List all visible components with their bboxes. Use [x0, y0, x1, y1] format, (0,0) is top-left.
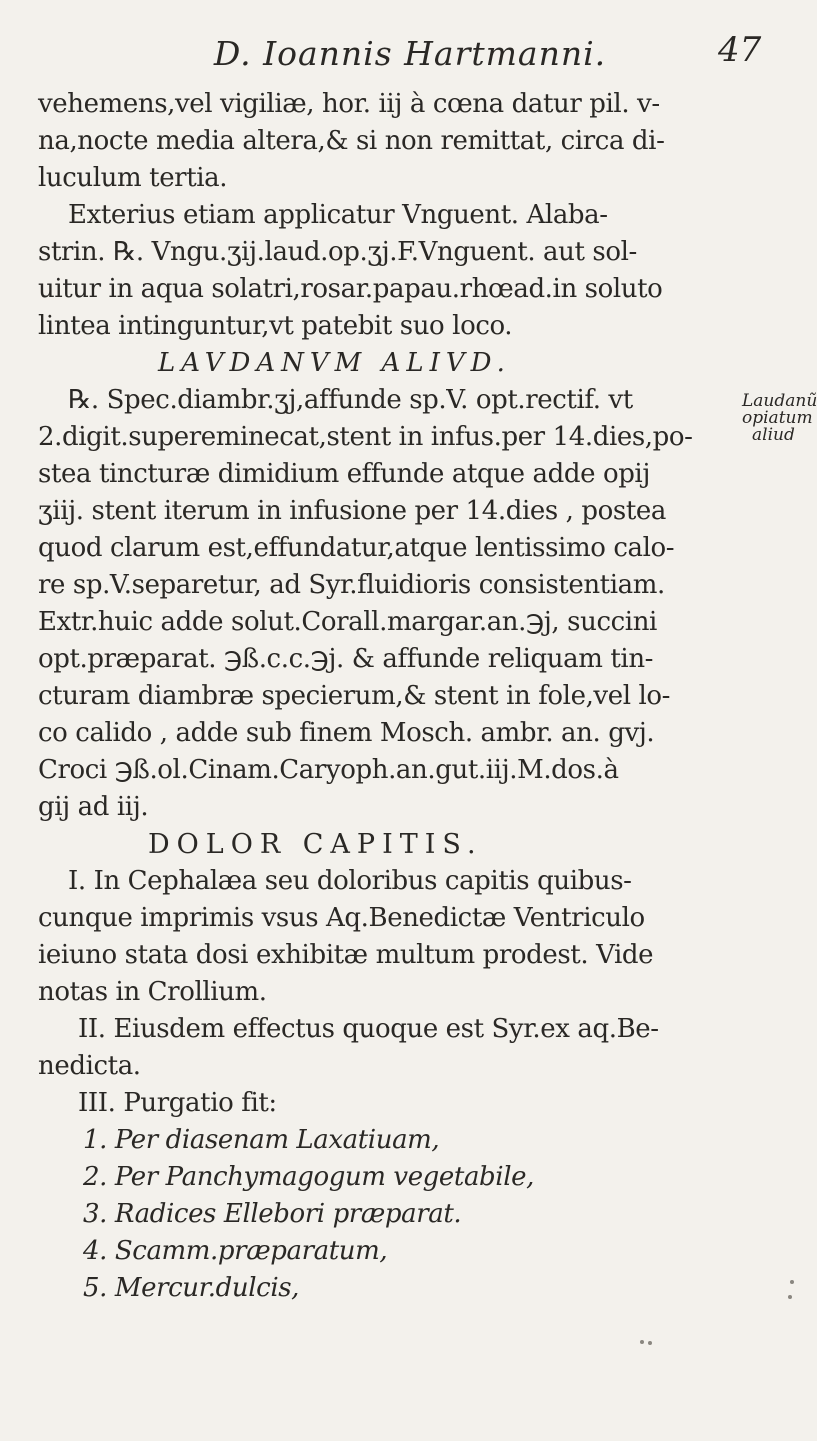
text-line: strin. ℞. Vngu.ʒij.laud.op.ʒj.F.Vnguent. aut sol- — [38, 237, 637, 267]
text-line: 2.digit.supereminecat,stent in infus.per 14.dies,po- — [38, 422, 693, 452]
speck — [640, 1340, 644, 1344]
marginal-note-2: opiatum — [742, 408, 813, 428]
marginal-note-3: aliud — [752, 425, 795, 445]
page-header — [0, 28, 800, 78]
text-line: ieiuno stata dosi exhibitæ multum prodest. Vide — [38, 940, 654, 970]
text-line: Extr.huic adde solut.Corall.margar.an.℈j, succini — [38, 607, 657, 637]
text-line: lintea intinguntur,vt patebit suo loco. — [38, 311, 513, 341]
speck — [790, 1280, 794, 1284]
text-line: stea tincturæ dimidium effunde atque adde opij — [38, 459, 651, 489]
marginal-note-1: Laudanũ — [742, 391, 817, 411]
list-item: 3. Radices Ellebori præparat. — [83, 1199, 462, 1229]
list-item: 5. Mercur.dulcis, — [83, 1273, 300, 1303]
list-item: 2. Per Panchymagogum vegetabile, — [83, 1162, 534, 1192]
body-text — [38, 86, 738, 1307]
text-line: co calido , adde sub finem Mosch. ambr. an. gvj. — [38, 718, 655, 748]
section-heading: DOLOR CAPITIS. — [148, 829, 483, 860]
speck — [648, 1341, 652, 1345]
text-line: gij ad iij. — [38, 792, 149, 822]
text-line: Croci ℈ß.ol.Cinam.Caryoph.an.gut.iij.M.dos.à — [38, 755, 619, 785]
text-line: luculum tertia. — [38, 163, 228, 193]
text-line: uitur in aqua solatri,rosar.papau.rhœad.in soluto — [38, 274, 663, 304]
text-line: Exterius etiam applicatur Vnguent. Alaba- — [68, 200, 608, 230]
text-line: ℞. Spec.diambr.ʒj,affunde sp.V. opt.rectif. vt — [68, 385, 633, 415]
text-line: vehemens,vel vigiliæ, hor. iij à cœna datur pil. v- — [38, 89, 660, 119]
list-item: 1. Per diasenam Laxatiuam, — [83, 1125, 440, 1155]
speck — [788, 1295, 792, 1299]
text-line: II. Eiusdem effectus quoque est Syr.ex aq.Be- — [78, 1014, 659, 1044]
text-line: nedicta. — [38, 1051, 141, 1081]
text-line: I. In Cephalæa seu doloribus capitis quibus- — [68, 866, 632, 896]
text-line: quod clarum est,effundatur,atque lentissimo calo- — [38, 533, 675, 563]
page-number: 47 — [718, 30, 762, 70]
text-line: na,nocte media altera,& si non remittat, circa di- — [38, 126, 665, 156]
text-line: re sp.V.separetur, ad Syr.fluidioris consistentiam. — [38, 570, 665, 600]
running-head: D. Ioannis Hartmanni. — [213, 34, 607, 73]
text-line: notas in Crollium. — [38, 977, 267, 1007]
text-line: III. Purgatio fit: — [78, 1088, 277, 1118]
text-line: opt.præparat. ℈ß.c.c.℈j. & affunde reliquam tin- — [38, 644, 654, 674]
list-item: 4. Scamm.præparatum, — [83, 1236, 388, 1266]
text-line: ʒiij. stent iterum in infusione per 14.dies , postea — [38, 496, 666, 526]
text-line: cunque imprimis vsus Aq.Benedictæ Ventriculo — [38, 903, 645, 933]
text-line: cturam diambræ specierum,& stent in fole,vel lo- — [38, 681, 671, 711]
section-title: LAVDANVM ALIVD. — [158, 348, 511, 378]
